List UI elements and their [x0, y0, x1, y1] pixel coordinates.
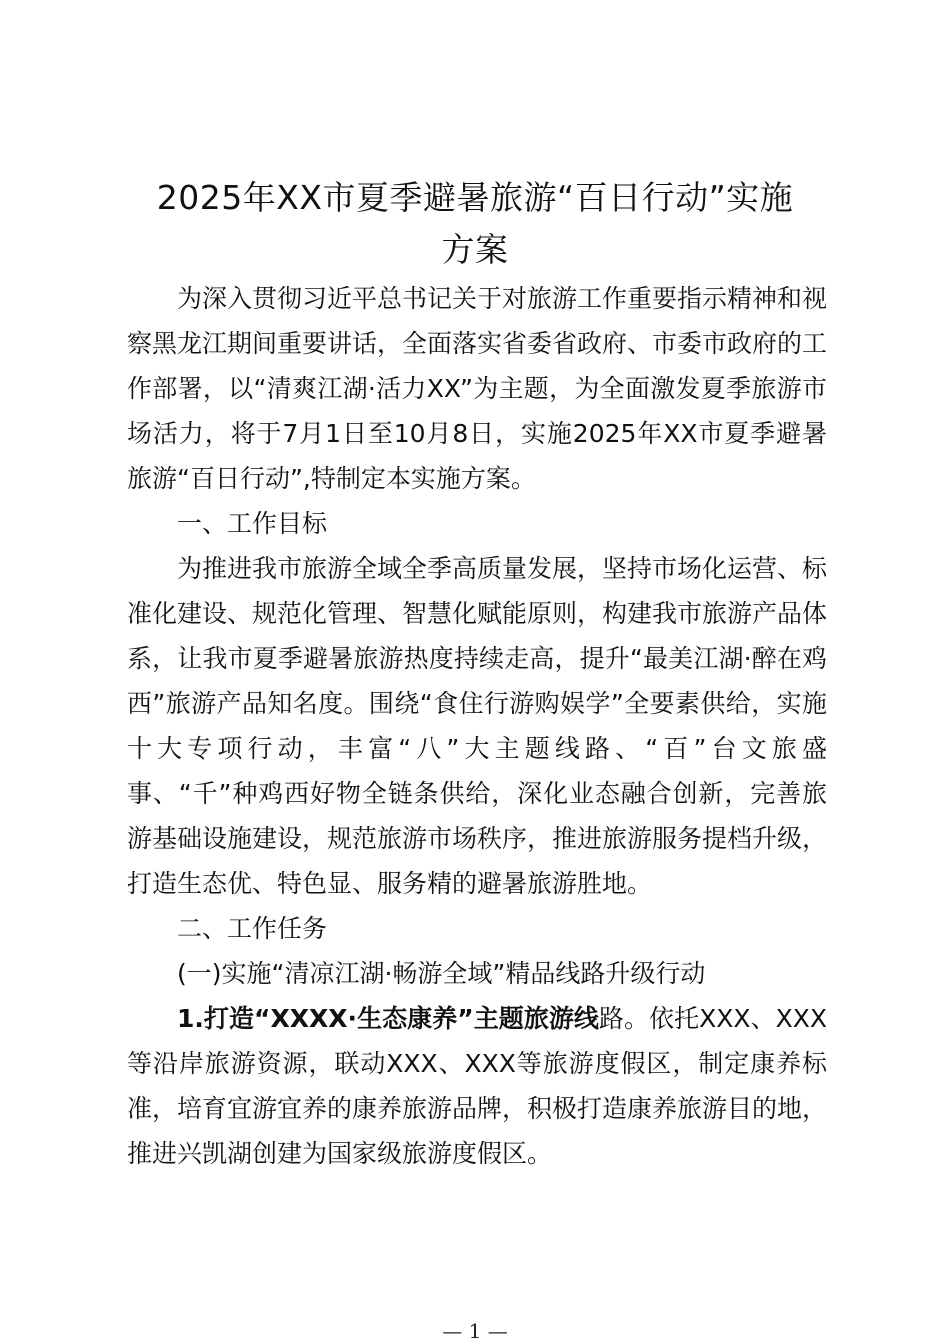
section-1-heading: 一、工作目标: [177, 509, 328, 538]
document-title: [110, 172, 840, 276]
title-line-2: 方案: [441, 230, 509, 269]
item-1-title: 1.打造“XXXX·生态康养”主题旅游线: [177, 1004, 599, 1033]
document-body: [127, 276, 827, 1176]
item-1-text: 路。依托XXX、XXX等沿岸旅游资源，联动XXX、XXX等旅游度假区，制定康养标准，培育宜游宜养的康养旅游品牌，积极打造康养旅游目的地，推进兴凯湖创建为国家级旅游度假区。: [127, 1004, 828, 1168]
page-number: — 1 —: [442, 1319, 508, 1343]
section-2-heading: 二、工作任务: [177, 914, 328, 943]
item-1-paragraph: [127, 996, 827, 1176]
title-line-1: 2025年XX市夏季避暑旅游“百日行动”实施: [156, 178, 794, 217]
subsection-1-heading: (一)实施“清凉江湖·畅游全域”精品线路升级行动: [177, 959, 706, 988]
intro-paragraph: 为深入贯彻习近平总书记关于对旅游工作重要指示精神和视察黑龙江期间重要讲话，全面落实省委省政府、市委市政府的工作部署，以“清爽江湖·活力XX”为主题，为全面激发夏季旅游市场活力，将于7月1日至10月8日，实施2025年XX市夏季避暑旅游“百日行动”,特制定本实施方案。: [127, 284, 828, 493]
section-1-paragraph: 为推进我市旅游全域全季高质量发展，坚持市场化运营、标准化建设、规范化管理、智慧化赋能原则，构建我市旅游产品体系，让我市夏季避暑旅游热度持续走高，提升“最美江湖·醉在鸡西”旅游产品知名度。围绕“食住行游购娱学”全要素供给，实施十大专项行动，丰富“八”大主题线路、“百”台文旅盛事、“千”种鸡西好物全链条供给，深化业态融合创新，完善旅游基础设施建设，规范旅游市场秩序，推进旅游服务提档升级，打造生态优、特色显、服务精的避暑旅游胜地。: [127, 554, 828, 898]
